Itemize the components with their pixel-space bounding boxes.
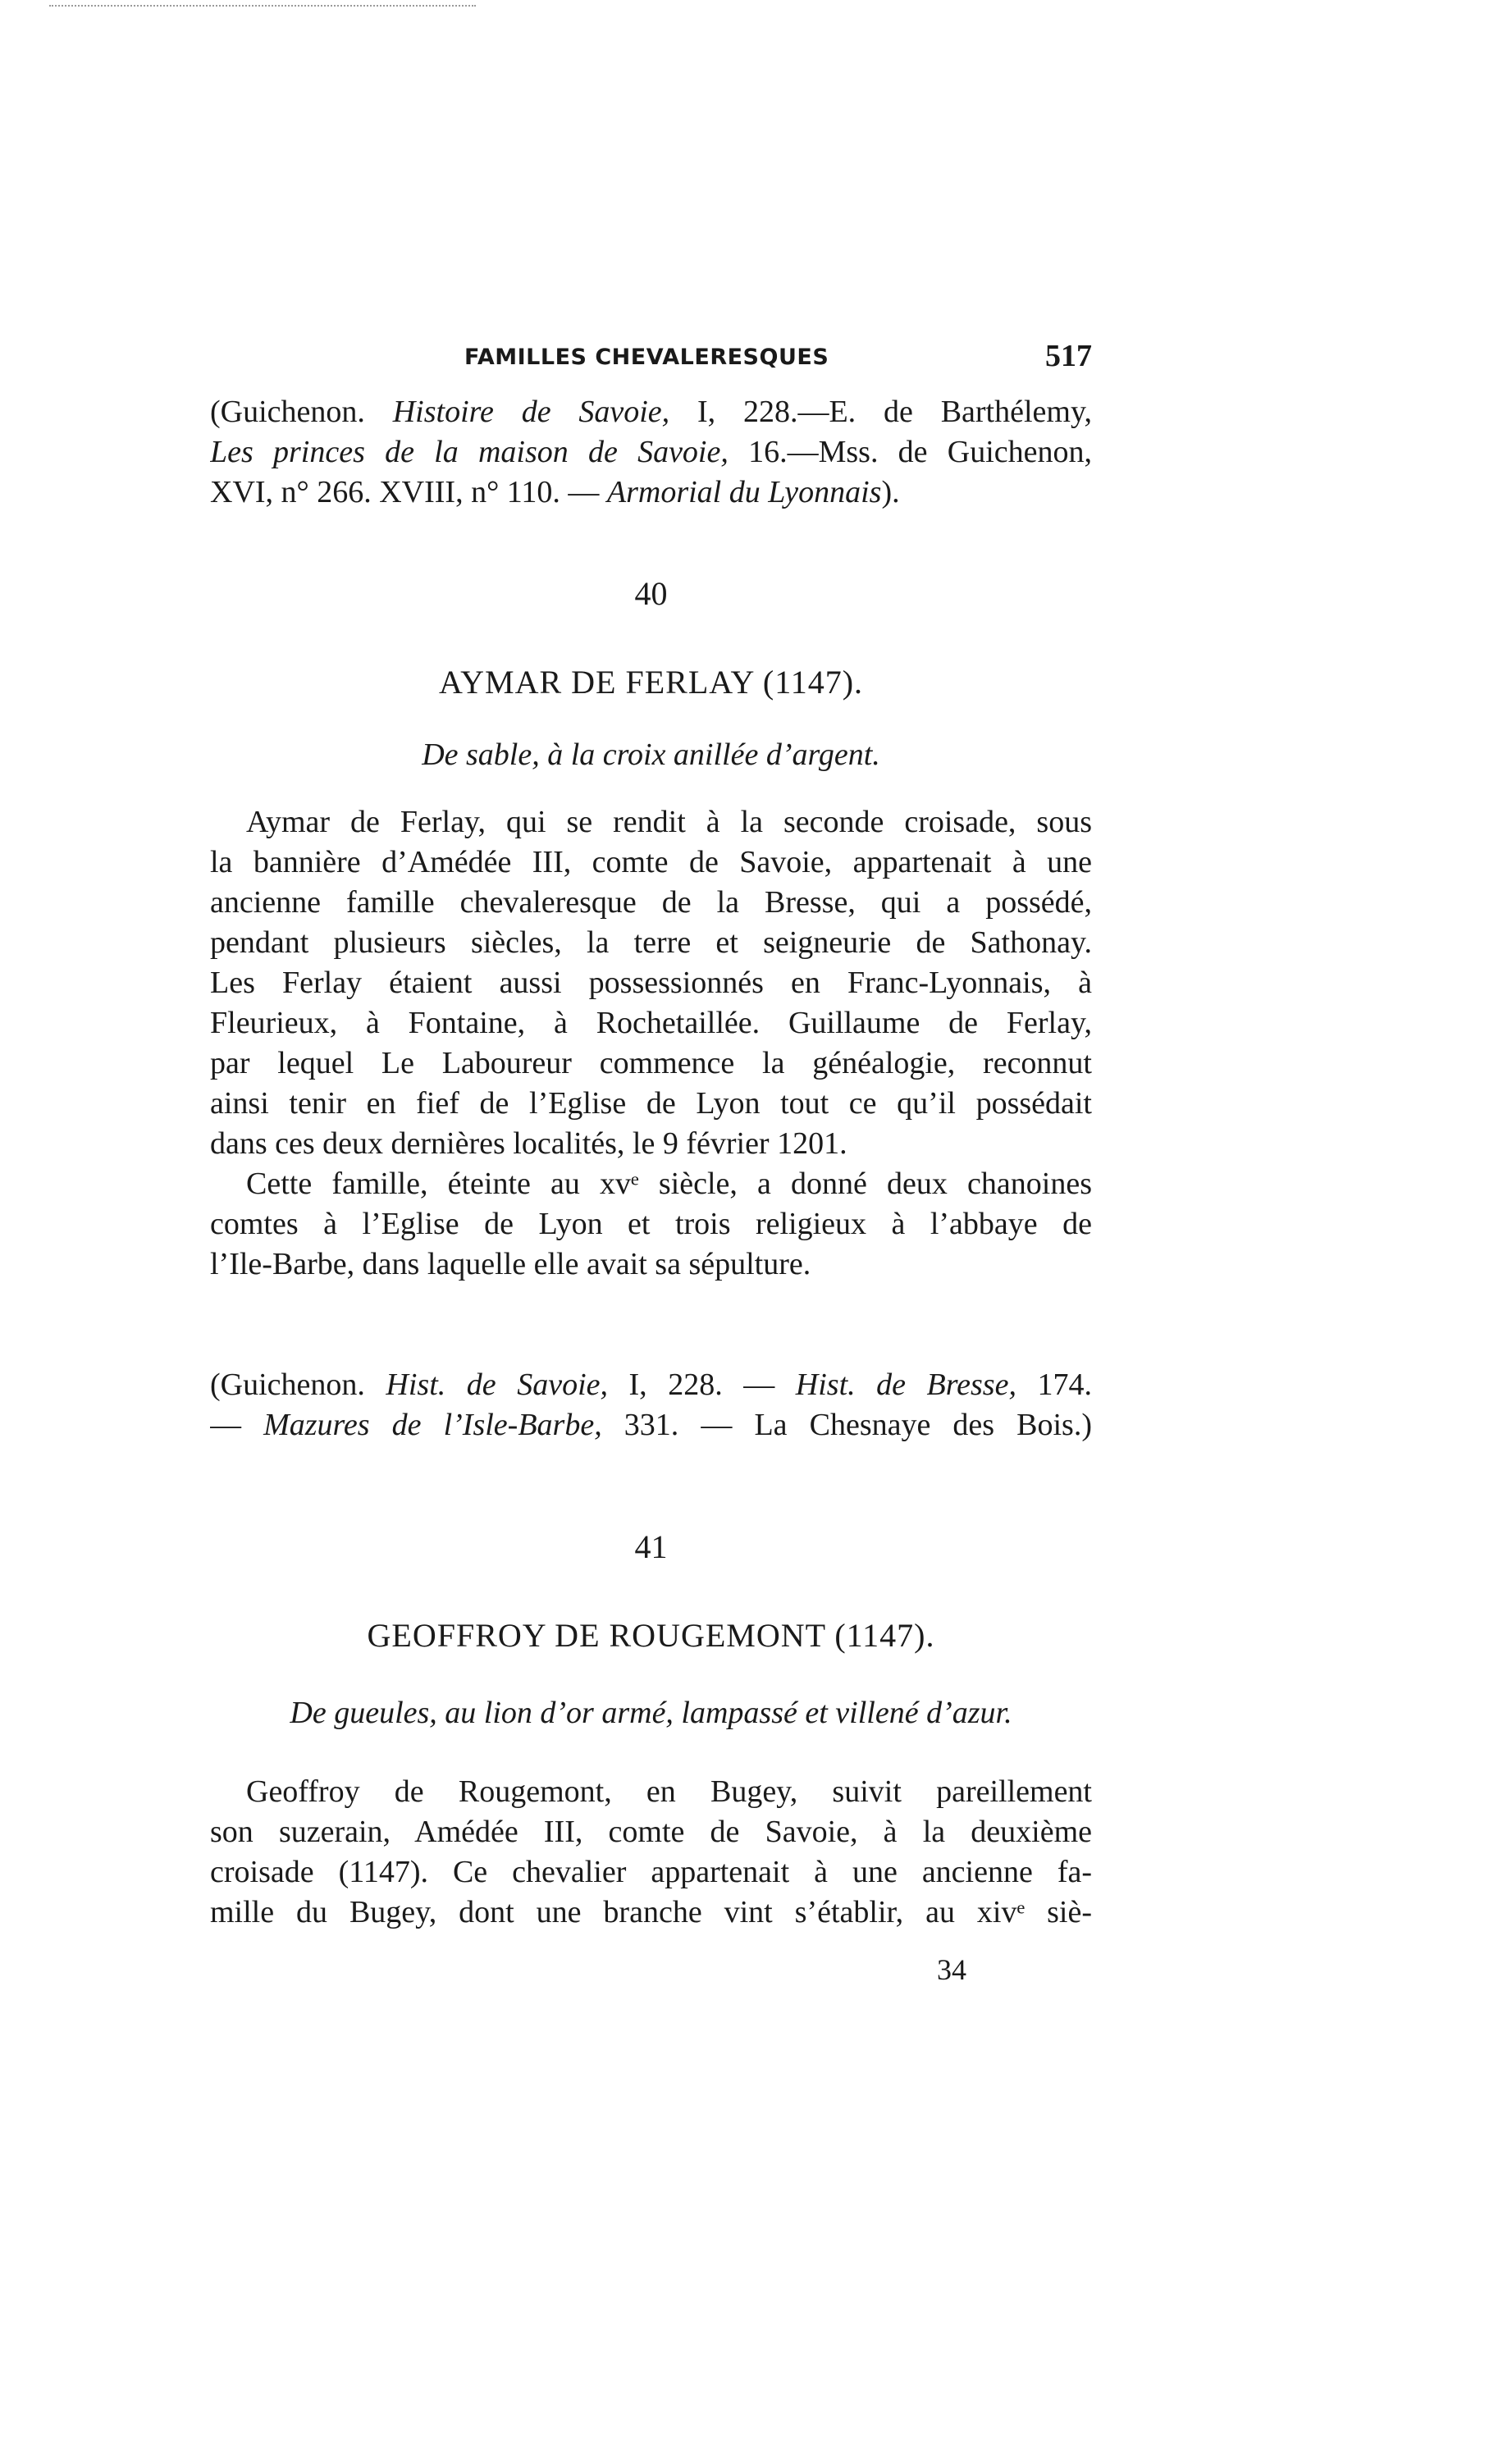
text-line: Geoffroy de Rougemont, en Bugey, suivit pareillement bbox=[246, 1774, 1092, 1809]
text-line: Les princes de la maison de Savoie, 16.—Mss. de Guichenon, bbox=[210, 435, 1092, 469]
entry-number: 40 bbox=[634, 575, 668, 612]
entry-blazon: De sable, à la croix anillée d’argent. bbox=[422, 737, 880, 772]
text-line: comtes à l’Eglise de Lyon et trois religieux à l’abbaye de bbox=[210, 1207, 1092, 1241]
text-line: croisade (1147). Ce chevalier appartenait à une ancienne fa- bbox=[210, 1855, 1092, 1889]
text-line: par lequel Le Laboureur commence la généalogie, reconnut bbox=[210, 1046, 1092, 1080]
entry-heading: GEOFFROY DE ROUGEMONT (1147). bbox=[367, 1617, 935, 1654]
entry-paragraph bbox=[210, 1772, 1092, 1933]
text-line: XVI, n° 266. XVIII, n° 110. — Armorial du Lyonnais). bbox=[210, 475, 900, 509]
text-line: dans ces deux dernières localités, le 9 février 1201. bbox=[210, 1126, 847, 1161]
page-number: 517 bbox=[1045, 339, 1092, 373]
text-line: l’Ile-Barbe, dans laquelle elle avait sa sépulture. bbox=[210, 1247, 811, 1281]
text-line: (Guichenon. Hist. de Savoie, I, 228. — Hist. de Bresse, 174. bbox=[210, 1368, 1092, 1402]
text-line: mille du Bugey, dont une branche vint s’établir, au xivᵉ siè- bbox=[210, 1895, 1092, 1929]
continuation-sources bbox=[210, 392, 1092, 513]
entry-sources bbox=[210, 1365, 1092, 1445]
running-head bbox=[464, 338, 1092, 379]
entry-paragraph bbox=[210, 802, 1092, 1285]
text-line: Aymar de Ferlay, qui se rendit à la seconde croisade, sous bbox=[246, 805, 1092, 839]
text-line: — Mazures de l’Isle-Barbe, 331. — La Chesnaye des Bois.) bbox=[210, 1408, 1092, 1442]
entry-heading: AYMAR DE FERLAY (1147). bbox=[438, 664, 864, 701]
text-line: son suzerain, Amédée III, comte de Savoie, à la deuxième bbox=[210, 1815, 1092, 1849]
text-line: (Guichenon. Histoire de Savoie, I, 228.—E. de Barthélemy, bbox=[210, 395, 1092, 429]
scan-artifact-line bbox=[49, 5, 476, 7]
entry-number: 41 bbox=[634, 1528, 668, 1565]
text-line: la bannière d’Amédée III, comte de Savoie, appartenait à une bbox=[210, 845, 1092, 879]
text-line: pendant plusieurs siècles, la terre et seigneurie de Sathonay. bbox=[210, 925, 1092, 960]
text-line: ainsi tenir en fief de l’Eglise de Lyon tout ce qu’il possédait bbox=[210, 1086, 1092, 1121]
signature-mark: 34 bbox=[937, 1953, 966, 1986]
text-line: Les Ferlay étaient aussi possessionnés en Franc-Lyonnais, à bbox=[210, 966, 1092, 1000]
entry-blazon: De gueules, au lion d’or armé, lampassé et villené d’azur. bbox=[290, 1696, 1012, 1730]
text-line: Fleurieux, à Fontaine, à Rochetaillée. Guillaume de Ferlay, bbox=[210, 1006, 1092, 1040]
text-line: Cette famille, éteinte au xvᵉ siècle, a donné deux chanoines bbox=[246, 1167, 1092, 1201]
running-head-title: FAMILLES CHEVALERESQUES bbox=[464, 345, 829, 370]
text-line: ancienne famille chevaleresque de la Bresse, qui a possédé, bbox=[210, 885, 1092, 920]
